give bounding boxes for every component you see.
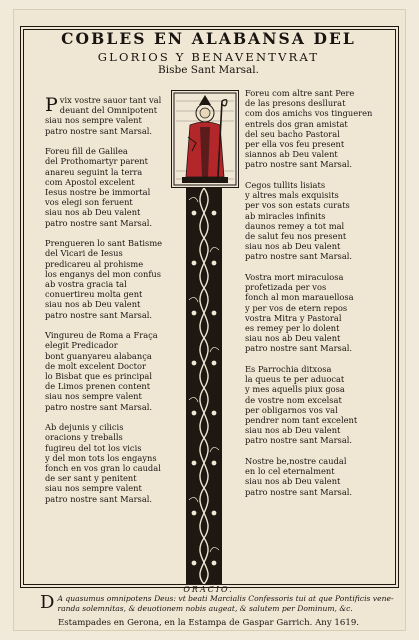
verse-line: siau nos ab Deu valent xyxy=(245,476,341,487)
verse-line: patro nostre sant Marsal. xyxy=(245,159,353,170)
verse-line: per vos son estats curats xyxy=(245,200,350,211)
foliage-scroll-icon xyxy=(186,188,222,584)
left-stanza-5 xyxy=(45,422,162,504)
verse-line: conuertireu molta gent xyxy=(45,289,143,300)
verse-line: anareu seguint la terra xyxy=(45,166,143,177)
verse-line: Cegos tullits lisiats xyxy=(245,180,326,191)
dropcap-p: P xyxy=(45,94,58,116)
right-stanza-5 xyxy=(245,456,372,497)
verse-line: Vostra mort miraculosa xyxy=(245,272,344,283)
oracio-heading: ORACIO. xyxy=(183,585,234,594)
verse-line: siau nos sempre valent xyxy=(45,115,142,126)
right-stanza-3 xyxy=(245,272,372,354)
verse-line: siau nos ab Deu valent xyxy=(245,241,341,252)
oracio-prayer xyxy=(40,592,394,613)
verse-line: patro nostre sant Marsal. xyxy=(245,435,353,446)
oracio-dropcap: D xyxy=(40,592,55,613)
verse-line: vix vostre sauor tant val xyxy=(59,95,162,105)
verse-line: siau nos sempre valent xyxy=(45,391,142,402)
verse-line: y altres mals exquisits xyxy=(245,190,339,201)
right-stanza-4 xyxy=(245,364,372,446)
verse-line: de Limos prenen content xyxy=(45,381,151,392)
verse-line: en lo cel eternalment xyxy=(245,466,335,477)
bishop-saint-figure-icon xyxy=(172,91,238,187)
verse-line: y per vos de etern repos xyxy=(245,302,348,313)
verse-line: patro nostre sant Marsal. xyxy=(245,251,353,262)
verse-line: y mes aquells piux gosa xyxy=(245,384,345,395)
verse-line: y del mon tots los engayns xyxy=(45,452,157,463)
left-stanza-2 xyxy=(45,146,162,228)
verse-line: de vostre nom excelsat xyxy=(245,394,342,405)
verse-line: siau nos sempre valent xyxy=(45,483,142,494)
verse-line: pendrer nom tant excelent xyxy=(245,415,358,426)
verse-line: siau nos ab Deu valent xyxy=(45,207,141,218)
verse-line: patro nostre sant Marsal. xyxy=(45,309,153,320)
oracio-line-2: randa solemnitas, & deuotionem nobis augeat, & salutem per Dominum, &c. xyxy=(57,603,353,613)
verse-line: siannos ab Deu valent xyxy=(245,149,338,160)
verse-line: entrels dos gran amistat xyxy=(245,118,348,129)
verse-line: Foreu com altre sant Pere xyxy=(245,88,355,98)
saint-woodcut-image xyxy=(171,90,239,188)
verse-line: per ella vos feu present xyxy=(245,139,345,150)
verse-line: los enganys del mon confus xyxy=(45,268,161,279)
verse-line: Vingureu de Roma a Fraça xyxy=(45,330,158,341)
left-stanza-1 xyxy=(45,95,162,136)
verse-line: ab vostra gracia tal xyxy=(45,279,127,290)
verse-line: predicareu al prohisme xyxy=(45,258,144,269)
verse-line: patro nostre sant Marsal. xyxy=(45,493,153,504)
verse-line: del seu bacho Pastoral xyxy=(245,128,340,139)
verse-line: Prengueren lo sant Batisme xyxy=(45,238,163,249)
verse-line: per obligarnos vos val xyxy=(245,404,338,415)
verse-line: daunos remey a tot mal xyxy=(245,220,345,231)
left-verse-column xyxy=(45,95,162,514)
title-line-2: GLORIOS Y BENAVENTVRAT xyxy=(97,50,320,64)
verse-line: ab miracles infinits xyxy=(245,210,326,221)
verse-line: patro nostre sant Marsal. xyxy=(245,486,353,497)
title-line-3: Bisbe Sant Marsal. xyxy=(158,64,259,76)
verse-line: es remey per lo dolent xyxy=(245,323,340,334)
verse-line: lo Bisbat que es principal xyxy=(45,371,153,382)
printer-imprint: Estampades en Gerona, en la Estampa de Gaspar Garrich. Any 1619. xyxy=(57,618,360,628)
verse-line: vostra Mitra y Pastoral xyxy=(245,312,342,323)
verse-line: la queus te per aduocat xyxy=(245,374,345,385)
verse-line: fonch al mon marauellosa xyxy=(245,292,354,303)
verse-line: Ab dejunis y cilicis xyxy=(45,422,124,433)
left-stanza-3 xyxy=(45,238,162,320)
right-stanza-1 xyxy=(245,88,372,170)
oracio-line-1: A quasumus omnipotens Deus: vt beati Marcialis Confessoris tui at que Pontificis vene- xyxy=(57,594,394,603)
verse-line: patro nostre sant Marsal. xyxy=(245,343,353,354)
verse-line: del Vicari de Iesus xyxy=(45,248,123,259)
verse-line: Iesus nostre be immortal xyxy=(45,187,151,198)
verse-line: fonch en vos gran lo caudal xyxy=(45,463,161,474)
verse-line: patro nostre sant Marsal. xyxy=(45,125,153,136)
verse-line: siau nos ab Deu valent xyxy=(245,425,341,436)
left-stanza-4 xyxy=(45,330,162,412)
verse-line: de ser sant y penitent xyxy=(45,473,137,484)
verse-line: Es Parrochia ditxosa xyxy=(245,364,332,375)
verse-line: siau nos ab Deu valent xyxy=(245,333,341,344)
title-line-1: COBLES EN ALABANSA DEL xyxy=(61,29,356,48)
right-verse-column xyxy=(245,88,372,507)
verse-line: elegit Predicador xyxy=(45,340,118,351)
verse-line: com Apostol excelent xyxy=(45,176,135,187)
right-stanza-2 xyxy=(245,180,372,262)
ornamental-vine-column xyxy=(186,188,222,584)
verse-line: com dos amichs vos tingueren xyxy=(245,108,373,119)
verse-line: Nostre be,nostre caudal xyxy=(245,456,347,467)
verse-line: siau nos ab Deu valent xyxy=(45,299,141,310)
verse-line: vos elegi son feruent xyxy=(45,197,133,208)
verse-line: oracions y treballs xyxy=(45,432,123,443)
verse-line: deuant del Omnipotent xyxy=(59,105,158,116)
verse-line: de molt excelent Doctor xyxy=(45,360,146,371)
verse-line: patro nostre sant Marsal. xyxy=(45,401,153,412)
verse-line: del Prothomartyr parent xyxy=(45,156,148,167)
verse-line: profetizada per vos xyxy=(245,282,327,293)
verse-line: bont guanyareu alabança xyxy=(45,350,152,361)
verse-line: de salut feu nos present xyxy=(245,231,347,242)
verse-line: patro nostre sant Marsal. xyxy=(45,217,153,228)
verse-line: fugireu del tot los vicis xyxy=(45,442,142,453)
verse-line: de las presons desllurat xyxy=(245,98,346,109)
verse-line: Foreu fill de Galilea xyxy=(45,146,128,157)
